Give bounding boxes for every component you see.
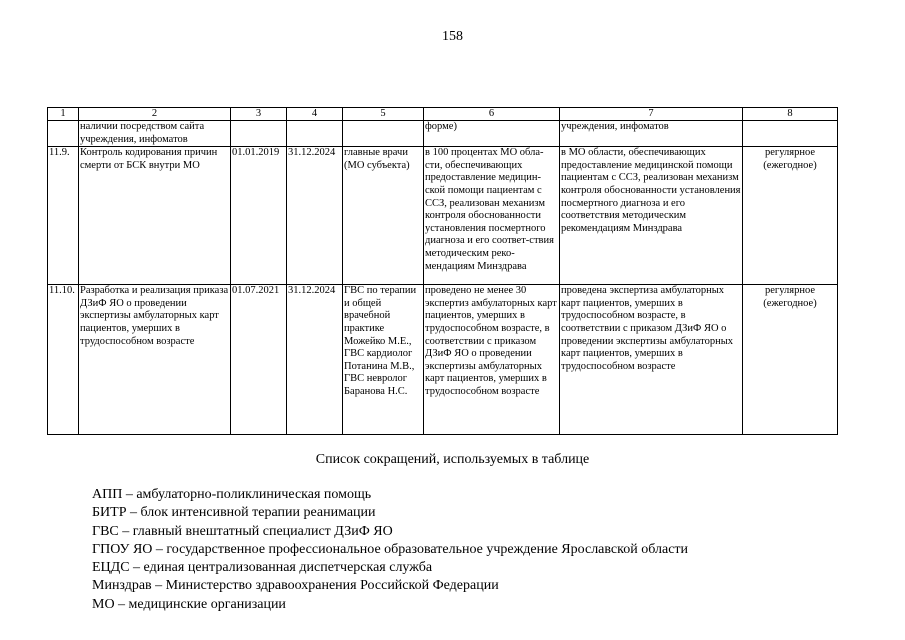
cell-frequency: регулярное (ежегодное) [743, 147, 838, 285]
measures-table [47, 107, 838, 435]
column-number: 5 [343, 108, 424, 121]
cell-responsible: главные врачи (МО субъекта) [343, 147, 424, 285]
cell-end: 31.12.2024 [287, 285, 343, 435]
abbreviation-item: Минздрав – Министерство здравоохранения Российской Федерации [92, 578, 499, 594]
column-number: 1 [48, 108, 79, 121]
column-number: 4 [287, 108, 343, 121]
cell-num: 11.9. [48, 147, 79, 285]
column-number: 7 [560, 108, 743, 121]
cell-start [231, 121, 287, 147]
column-number: 3 [231, 108, 287, 121]
column-number: 2 [79, 108, 231, 121]
cell-name: наличии посредством сайта учреждения, инфоматов [79, 121, 231, 147]
abbreviation-item: ГВС – главный внештатный специалист ДЗиФ ЯО [92, 523, 393, 539]
column-number: 6 [424, 108, 560, 121]
abbreviation-item: БИТР – блок интенсивной терапии реанимации [92, 505, 376, 521]
column-number-row [48, 108, 838, 121]
cell-name: Разработка и реализация приказа ДЗиФ ЯО о проведении экспертизы амбулаторных карт пациентов, умерших в трудоспособном возрасте [79, 285, 231, 435]
abbreviation-item: АПП – амбулаторно-поликлиническая помощь [92, 487, 372, 502]
cell-start: 01.01.2019 [231, 147, 287, 285]
abbreviation-item: ГПОУ ЯО – государственное профессиональное образовательное учреждение Ярославской области [92, 541, 689, 557]
abbreviation-item: ЕЦДС – единая централизованная диспетчерская служба [92, 560, 433, 576]
cell-end: 31.12.2024 [287, 147, 343, 285]
page-number: 158 [442, 29, 463, 44]
cell-responsible [343, 121, 424, 147]
cell-num [48, 121, 79, 147]
cell-frequency: регулярное (ежегодное) [743, 285, 838, 435]
table-row [48, 285, 838, 435]
cell-indicator: проведено не менее 30 экспертиз амбулаторных карт пациентов, умерших в трудоспособном возрасте, в соответствии с приказом ДЗиФ ЯО о проведении экспертизы амбулаторных карт пациентов, умерших в трудоспособном возрасте [424, 285, 560, 435]
cell-name: Контроль кодирования причин смерти от БСК внутри МО [79, 147, 231, 285]
cell-responsible: ГВС по терапии и общей врачебной практике Можейко М.Е., ГВС кардиолог Потанина М.В., ГВС невролог Баранова Н.С. [343, 285, 424, 435]
column-number: 8 [743, 108, 838, 121]
abbreviations-title: Список сокращений, используемых в таблице [315, 452, 590, 467]
abbreviation-item: МО – медицинские организации [92, 596, 286, 612]
abbreviations-list [92, 486, 688, 614]
cell-frequency [743, 121, 838, 147]
cell-indicator: в 100 процентах МО обла-сти, обеспечивающих предоставление медицин-ской помощи пациентам с ССЗ, реализован механизм контроля обоснованности установления посмертного диагноза и его соответ-ствия методическим реко-мендациям Минздрава [424, 147, 560, 285]
cell-indicator: форме) [424, 121, 560, 147]
continuation-row [48, 121, 838, 147]
cell-num: 11.10. [48, 285, 79, 435]
cell-result: проведена экспертиза амбулаторных карт пациентов, умерших в трудоспособном возрасте, в соответствии с приказом ДЗиФ ЯО о проведении экспертизы амбулаторных карт пациентов, умерших в трудоспособном возрасте [560, 285, 743, 435]
cell-result: в МО области, обеспечивающих предоставление медицинской помощи пациентам с ССЗ, реализован механизм контроля обоснованности установления посмертного диагноза и его соответствия методическим рекомендациям Минздрава [560, 147, 743, 285]
cell-end [287, 121, 343, 147]
cell-start: 01.07.2021 [231, 285, 287, 435]
cell-result: учреждения, инфоматов [560, 121, 743, 147]
table-row [48, 147, 838, 285]
